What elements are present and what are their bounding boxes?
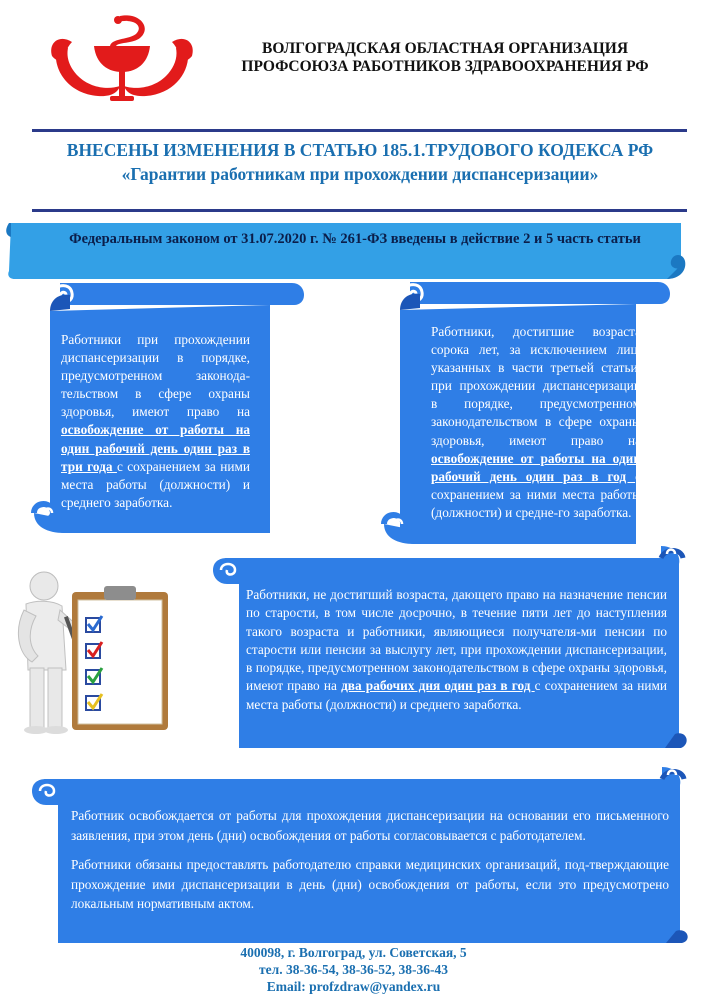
org-title-line2: ПРОФСОЮЗА РАБОТНИКОВ ЗДРАВООХРАНЕНИЯ РФ xyxy=(241,58,649,75)
footer-email[interactable]: Email: profzdraw@yandex.ru xyxy=(266,979,441,994)
block4-paragraph-1: Работник освобождается от работы для прохождения диспансеризации на основании его письменного заявления, при этом день (дни) освобождения от работы согласовывается с работодателем. xyxy=(71,808,669,843)
block1-text-after: с сохранением за ними места работы (должности) и среднего заработка. xyxy=(61,458,250,510)
main-title-line1: ВНЕСЕНЫ ИЗМЕНЕНИЯ В СТАТЬЮ 185.1.ТРУДОВОГО КОДЕКСА РФ xyxy=(66,140,654,160)
top-divider xyxy=(32,129,687,132)
main-title-line2: «Гарантии работникам при прохождении диспансеризации» xyxy=(121,164,599,184)
block3-text-after: с сохранением за ними места работы (должности) и среднего заработка. xyxy=(246,678,667,712)
scroll-block-4-text xyxy=(71,806,669,924)
footer-phones: тел. 38-36-54, 38-36-52, 38-36-43 xyxy=(259,962,448,977)
footer-address: 400098, г. Волгоград, ул. Советская, 5 xyxy=(240,945,467,960)
org-title-line1: ВОЛГОГРАДСКАЯ ОБЛАСТНАЯ ОРГАНИЗАЦИЯ xyxy=(261,40,629,57)
block2-emphasis: освобождение от работы на один рабочий день один раз в год xyxy=(431,450,641,484)
scroll-block-1-text xyxy=(61,331,250,512)
scroll-block-3-text xyxy=(246,586,667,714)
block1-text-before: Работники при прохождении диспансеризации в порядке, предусмотренном законода-тельством в сфере охраны здоровья, имеют право на xyxy=(61,332,250,420)
bottom-divider xyxy=(32,209,687,212)
scroll-block-2-text xyxy=(431,323,641,522)
block2-text-before: Работники, достигшие возраста сорока лет, за исключением лиц, указанных в части третьей статьи, при прохождении диспансеризации в порядке, предусмотренном законодательством в сфере охраны здоровья, имеют право на xyxy=(431,324,641,448)
block1-emphasis: освобождение от работы на один рабочий день один раз в три года xyxy=(61,422,250,474)
block4-paragraph-2: Работники обязаны предоставлять работодателю справки медицинских организаций, под-тверждающие прохождение ими диспансеризации в день (дни) освобождения от работы, если это предусмотрено локальным нормативным актом. xyxy=(71,857,669,911)
union-logo xyxy=(48,12,196,112)
law-banner-text: Федеральным законом от 31.07.2020 г. № 261-ФЗ введены в действие 2 и 5 часть статьи xyxy=(69,231,641,247)
block3-emphasis: два рабочих дня один раз в год xyxy=(341,678,535,694)
block3-text-before: Работники, не достигший возраста, дающего право на назначение пенсии по старости, в том числе досрочно, в течение пяти лет до наступления такого возраста и работники, являющиеся получателя-ми пенсии по старости или пенсии за выслугу лет, при прохождении диспансеризации, в порядке, предусмотренном законодательством в сфере охраны здоровья, имеют право на xyxy=(246,587,667,694)
contact-footer xyxy=(150,944,557,995)
block2-text-after: с сохранением за ними места работы (должности) и средне-го заработка. xyxy=(431,468,641,520)
person-with-checklist-illustration xyxy=(6,570,176,735)
organization-title xyxy=(205,40,685,76)
main-title xyxy=(30,139,690,185)
